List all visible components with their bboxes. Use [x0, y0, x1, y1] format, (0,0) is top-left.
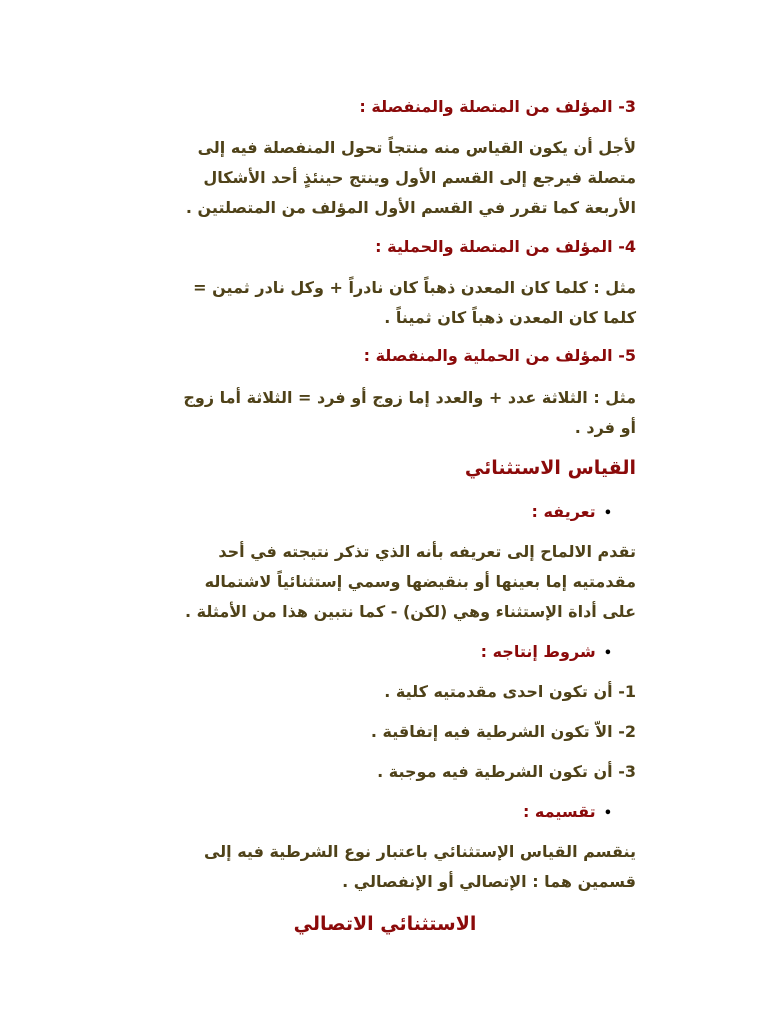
subsection-title: الاستثنائي الاتصالي — [293, 913, 477, 935]
division-list-item — [134, 797, 636, 827]
section-3-line: متصلة فيرجع إلى القسم الأول وينتج حينئذٍ أحد الأشكال — [203, 168, 636, 187]
definition-list-item — [134, 497, 636, 527]
division-line: ينقسم القياس الإستثنائي باعتبار نوع الشرطية فيه إلى — [203, 842, 636, 861]
conditions-list — [134, 677, 636, 797]
definition-line: تقدم الالماح إلى تعريفه بأنه الذي تذكر نتيجته في أحد — [218, 542, 636, 561]
bullet-icon: • — [603, 646, 612, 661]
conditions-list-item — [134, 637, 636, 667]
section-3-line: الأربعة كما تقرر في القسم الأول المؤلف من المتصلتين . — [185, 198, 636, 217]
section-5-heading-block — [134, 341, 636, 371]
section-3-heading: 3- المؤلف من المتصلة والمنفصلة : — [359, 97, 636, 116]
condition-item: 3- أن تكون الشرطية فيه موجبة . — [377, 762, 636, 781]
section-4-heading: 4- المؤلف من المتصلة والحملية : — [375, 237, 636, 256]
section-4-paragraph — [134, 273, 636, 333]
exceptional-syllogism-title: القياس الاستثنائي — [464, 457, 636, 479]
section-5-line: أو فرد . — [574, 418, 636, 437]
definition-line: على أداة الإستثناء وهي (لكن) - كما نتبين هذا من الأمثلة . — [185, 602, 636, 621]
definition-label-block — [134, 497, 636, 527]
bullet-icon: • — [603, 806, 612, 821]
subsection-title-block — [134, 909, 636, 939]
section-4-line: مثل : كلما كان المعدن ذهباً كان نادراً + وكل نادر ثمين = — [193, 278, 636, 297]
section-3-line: لأجل أن يكون القياس منه منتجاً تحول المنفصلة فيه إلى — [197, 138, 636, 157]
division-label: تقسيمه : — [522, 802, 596, 821]
section-5-line: مثل : الثلاثة عدد + والعدد إما زوج أو فرد = الثلاثة أما زوج — [183, 388, 636, 407]
definition-paragraph — [134, 537, 636, 627]
condition-item: 1- أن تكون احدى مقدمتيه كلية . — [384, 682, 636, 701]
definition-line: مقدمتيه إما بعينها أو بنقيضها وسمي إستثنائياً لاشتماله — [204, 572, 636, 591]
division-line: قسمين هما : الإتصالي أو الإنفصالي . — [342, 872, 636, 891]
condition-item: 2- الاّ تكون الشرطية فيه إتفاقية . — [370, 722, 636, 741]
section-5-heading: 5- المؤلف من الحملية والمنفصلة : — [363, 346, 636, 365]
division-paragraph — [134, 837, 636, 897]
exceptional-syllogism-title-block — [134, 453, 636, 483]
division-label-block — [134, 797, 636, 827]
section-4-heading-block — [134, 232, 636, 262]
section-3-paragraph — [134, 133, 636, 223]
conditions-label-block — [134, 637, 636, 667]
section-4-line: كلما كان المعدن ذهباً كان ثميناً . — [384, 308, 636, 327]
bullet-icon: • — [603, 506, 612, 521]
conditions-label: شروط إنتاجه : — [480, 642, 596, 661]
section-3-heading-block — [134, 92, 636, 122]
section-5-paragraph — [134, 383, 636, 443]
definition-label: تعريفه : — [531, 502, 596, 521]
